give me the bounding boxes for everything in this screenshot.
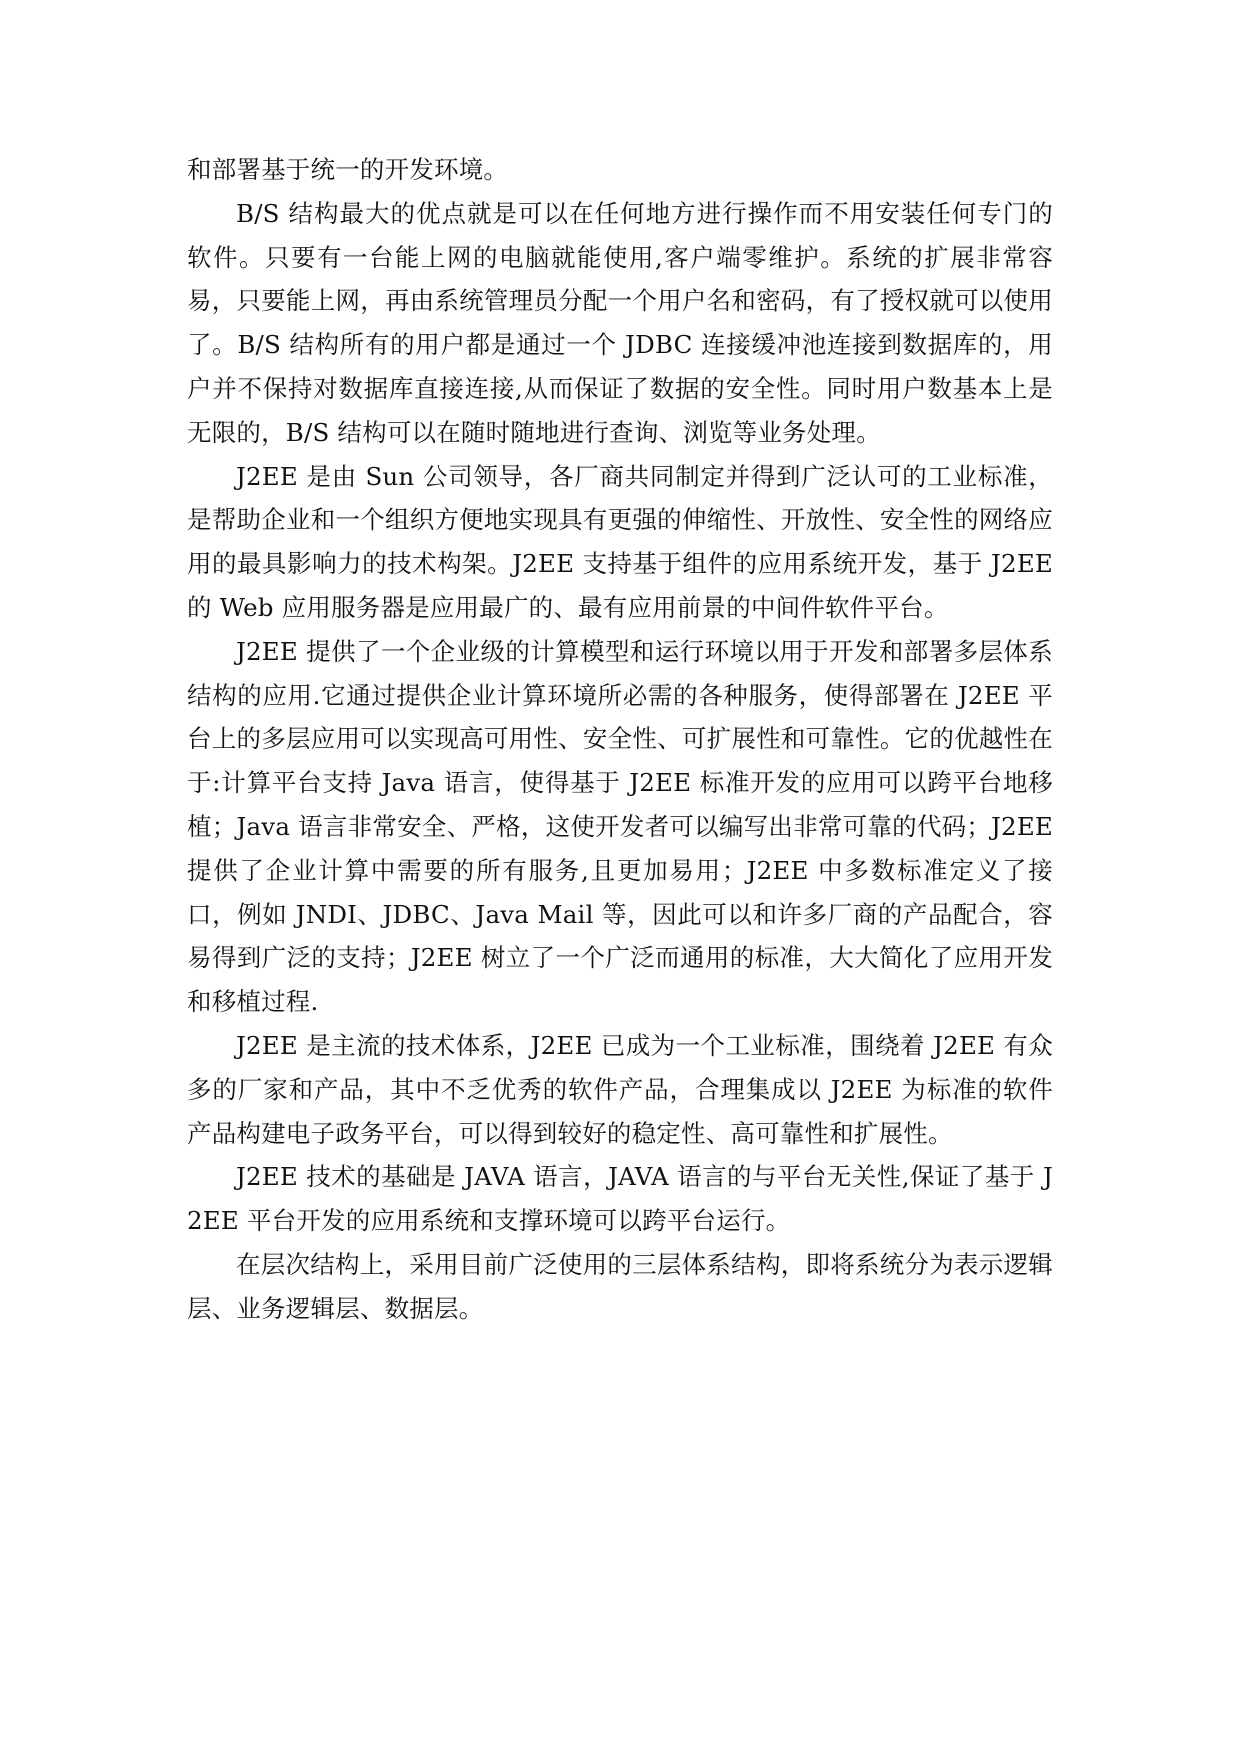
paragraph-j2ee-model: J2EE 提供了一个企业级的计算模型和运行环境以用于开发和部署多层体系结构的应用.它通过提供企业计算环境所必需的各种服务，使得部署在 J2EE 平台上的多层应用可以实现高可用性、安全性、可扩展性和可靠性。它的优越性在于:计算平台支持 Java 语言，使得基于 J2EE 标准开发的应用可以跨平台地移植；Java 语言非常安全、严格，这使开发者可以编写出非常可靠的代码；J2EE 提供了企业计算中需要的所有服务,且更加易用；J2EE 中多数标准定义了接口，例如 JNDI、JDBC、Java Mail 等，因此可以和许多厂商的产品配合，容易得到广泛的支持；J2EE 树立了一个广泛而通用的标准，大大简化了应用开发和移植过程. [187, 636, 1053, 1017]
paragraph-j2ee-standard: J2EE 是由 Sun 公司领导，各厂商共同制定并得到广泛认可的工业标准，是帮助企业和一个组织方便地实现具有更强的伸缩性、开放性、安全性的网络应用的最具影响力的技术构架。J2EE 支持基于组件的应用系统开发，基于 J2EE 的 Web 应用服务器是应用最广的、最有应用前景的中间件软件平台。 [187, 461, 1053, 622]
document-body [187, 148, 1053, 1331]
paragraph-three-tier: 在层次结构上，采用目前广泛使用的三层体系结构，即将系统分为表示逻辑层、业务逻辑层、数据层。 [187, 1249, 1053, 1323]
paragraph-j2ee-java-basis: J2EE 技术的基础是 JAVA 语言，JAVA 语言的与平台无关性,保证了基于 J2EE 平台开发的应用系统和支撑环境可以跨平台运行。 [187, 1162, 1053, 1236]
paragraph-bs-advantages: B/S 结构最大的优点就是可以在任何地方进行操作而不用安装任何专门的软件。只要有一台能上网的电脑就能使用,客户端零维护。系统的扩展非常容易，只要能上网，再由系统管理员分配一个用户名和密码，有了授权就可以使用了。B/S 结构所有的用户都是通过一个 JDBC 连接缓冲池连接到数据库的，用户并不保持对数据库直接连接,从而保证了数据的安全性。同时用户数基本上是无限的，B/S 结构可以在随时随地进行查询、浏览等业务处理。 [187, 198, 1053, 447]
paragraph-j2ee-mainstream: J2EE 是主流的技术体系，J2EE 已成为一个工业标准，围绕着 J2EE 有众多的厂家和产品，其中不乏优秀的软件产品，合理集成以 J2EE 为标准的软件产品构建电子政务平台，可以得到较好的稳定性、高可靠性和扩展性。 [187, 1030, 1053, 1148]
paragraph-continuation: 和部署基于统一的开发环境。 [187, 155, 509, 184]
